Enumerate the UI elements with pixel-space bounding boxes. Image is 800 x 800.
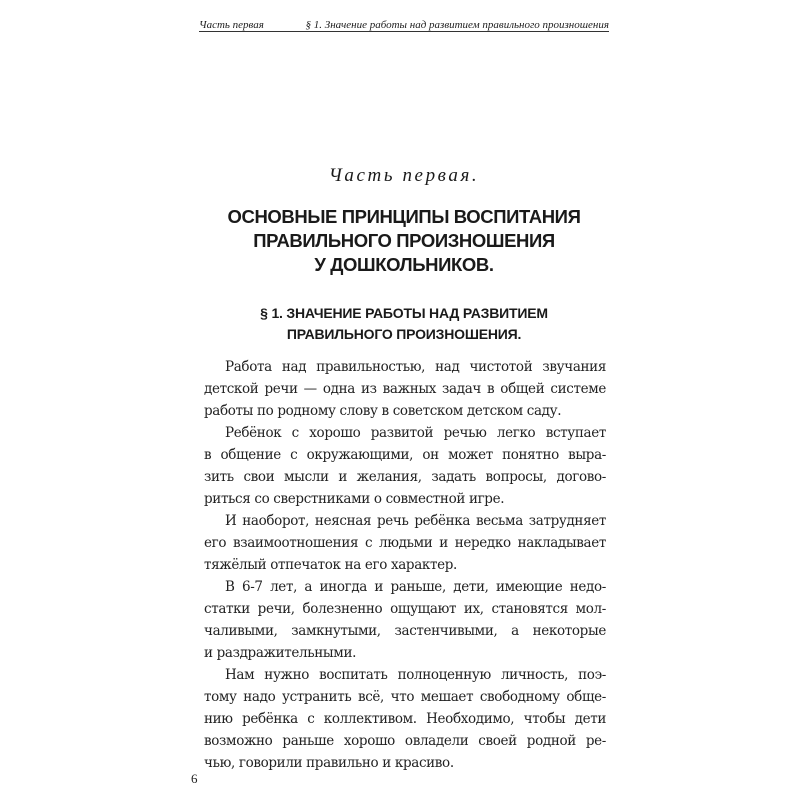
paragraph-line: возможно раньше хорошо овладели своей родной ре- <box>204 733 606 749</box>
section-heading-line: ПРАВИЛЬНОГО ПРОИЗНОШЕНИЯ. <box>286 326 522 342</box>
paragraph-first-line: В 6-7 лет, а иногда и раньше, дети, имеющие недо- <box>225 579 606 595</box>
section-heading <box>199 303 609 345</box>
paragraph-line: чаливыми, замкнутыми, застенчивыми, а некоторые <box>204 623 606 639</box>
paragraph-first-line: Работа над правильностью, над чистотой звучания <box>225 359 606 375</box>
paragraph-line: статки речи, болезненно ощущают их, становятся мол- <box>204 601 606 617</box>
chapter-heading-line: У ДОШКОЛЬНИКОВ. <box>314 254 494 275</box>
paragraph-line: чью, говорили правильно и красиво. <box>204 755 454 771</box>
chapter-heading-line: ОСНОВНЫЕ ПРИНЦИПЫ ВОСПИТАНИЯ <box>227 206 581 227</box>
paragraph-line: нию ребёнка с коллективом. Необходимо, чтобы дети <box>204 711 606 727</box>
paragraph-line: в общение с окружающими, он может понятно выра- <box>204 447 606 463</box>
paragraph-line: зить свои мысли и желания, задать вопросы, догово- <box>204 469 606 485</box>
running-head-left: Часть первая <box>199 19 264 31</box>
running-head-right: § 1. Значение работы над развитием правильного произношения <box>305 19 609 31</box>
running-head <box>199 11 609 31</box>
paragraph-line: риться со сверстниками о совместной игре. <box>204 491 505 507</box>
paragraph-line: детской речи — одна из важных задач в общей системе <box>204 381 606 397</box>
body-text <box>204 356 606 774</box>
chapter-heading <box>199 205 609 277</box>
paragraph-line: и раздражительными. <box>204 645 357 661</box>
paragraph-line: тому надо устранить всё, что мешает свободному обще- <box>204 689 606 705</box>
page-number: 6 <box>191 771 198 786</box>
paragraph-line: работы по родному слову в советском детском саду. <box>204 403 562 419</box>
paragraph-first-line: И наоборот, неясная речь ребёнка весьма затрудняет <box>225 513 606 529</box>
section-heading-line: § 1. ЗНАЧЕНИЕ РАБОТЫ НАД РАЗВИТИЕМ <box>260 305 548 321</box>
paragraph-first-line: Ребёнок с хорошо развитой речью легко вступает <box>225 425 606 441</box>
running-head-rule <box>199 31 609 32</box>
paragraph-first-line: Нам нужно воспитать полноценную личность, поэ- <box>225 667 606 683</box>
chapter-heading-line: ПРАВИЛЬНОГО ПРОИЗНОШЕНИЯ <box>253 230 555 251</box>
part-title: Часть первая. <box>328 165 480 186</box>
paragraph-line: тяжёлый отпечаток на его характер. <box>204 557 457 573</box>
paragraph-line: его взаимоотношения с людьми и нередко накладывает <box>204 535 606 551</box>
